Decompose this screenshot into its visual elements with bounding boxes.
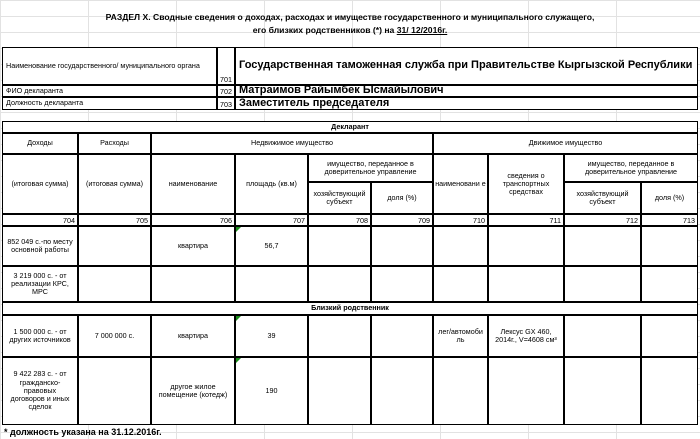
- relative-cell: [371, 315, 433, 357]
- declarant-cell: [433, 226, 488, 266]
- position-code: 703: [217, 97, 235, 110]
- declarant-cell: [308, 266, 371, 302]
- declarant-area-1-value: 56,7: [264, 240, 279, 250]
- section-relative: Близкий родственник: [2, 302, 698, 315]
- org-label: Наименование государственного/ муниципального органа: [2, 47, 217, 85]
- org-value: Государственная таможенная служба при Правительстве Кыргызской Республики: [235, 47, 698, 85]
- relative-re-name-1: квартира: [151, 315, 235, 357]
- header-area: площадь (кв.м): [235, 154, 308, 214]
- declarant-income-1: 852 049 с.-по месту основной работы: [2, 226, 78, 266]
- declarant-cell: [641, 226, 698, 266]
- title-line-2: [0, 25, 700, 35]
- declarant-expenses-1: [78, 226, 151, 266]
- relative-expenses-2: [78, 357, 151, 425]
- declarant-area-2: [235, 266, 308, 302]
- code-707: 707: [235, 214, 308, 226]
- header-trust-re: имущество, переданное в доверительное управление: [308, 154, 433, 182]
- relative-income-1: 1 500 000 с. - от других источников: [2, 315, 78, 357]
- section-declarant: Декларант: [2, 121, 698, 133]
- code-713: 713: [641, 214, 698, 226]
- header-transport: сведения о транспортных средствах: [488, 154, 564, 214]
- relative-re-name-2: другое жилое помещение (котедж): [151, 357, 235, 425]
- cell-comment-marker: [236, 358, 241, 363]
- header-movable: Движимое имущество: [433, 133, 698, 154]
- declarant-cell: [488, 266, 564, 302]
- declarant-expenses-2: [78, 266, 151, 302]
- relative-cell: [641, 357, 698, 425]
- fio-value: Матраимов Райымбек Ысмайылович: [235, 85, 698, 97]
- title-line-2-prefix: его близких родственников (*) на: [252, 25, 397, 35]
- declarant-cell: [641, 266, 698, 302]
- header-real-estate: Недвижимое имущество: [151, 133, 433, 154]
- relative-mov-name-1: лег/автомоби ль: [433, 315, 488, 357]
- org-code: 701: [217, 47, 235, 85]
- relative-cell: [308, 315, 371, 357]
- relative-area-1: [235, 315, 308, 357]
- code-712: 712: [564, 214, 641, 226]
- relative-cell: [488, 357, 564, 425]
- relative-area-2: [235, 357, 308, 425]
- header-entity-re: хозяйствующий субъект: [308, 182, 371, 214]
- footnote: * должность указана на 31.12.2016г.: [4, 427, 162, 437]
- fio-label: ФИО декларанта: [2, 85, 217, 97]
- header-total-sum-expenses: (итоговая сумма): [78, 154, 151, 214]
- header-income: Доходы: [2, 133, 78, 154]
- relative-cell: [564, 357, 641, 425]
- declarant-cell: [488, 226, 564, 266]
- header-share-mov: доля (%): [641, 182, 698, 214]
- declarant-cell: [371, 266, 433, 302]
- code-709: 709: [371, 214, 433, 226]
- declarant-cell: [308, 226, 371, 266]
- declarant-cell: [371, 226, 433, 266]
- declarant-area-1: [235, 226, 308, 266]
- relative-area-2-value: 190: [265, 385, 278, 395]
- declarant-cell: [433, 266, 488, 302]
- code-705: 705: [78, 214, 151, 226]
- relative-cell: [308, 357, 371, 425]
- relative-area-1-value: 39: [267, 330, 276, 340]
- declarant-cell: [564, 266, 641, 302]
- declarant-re-name-2: [151, 266, 235, 302]
- code-704: 704: [2, 214, 78, 226]
- cell-comment-marker: [236, 227, 241, 232]
- title-date: 31/ 12/2016г.: [396, 25, 448, 35]
- relative-income-2: 9 422 283 с. - от гражданско-правовых договоров и иных сделок: [2, 357, 78, 425]
- position-value: Заместитель председателя: [235, 97, 698, 110]
- header-expenses: Расходы: [78, 133, 151, 154]
- header-total-sum-income: (итоговая сумма): [2, 154, 78, 214]
- fio-code: 702: [217, 85, 235, 97]
- relative-cell: [641, 315, 698, 357]
- header-re-name: наименование: [151, 154, 235, 214]
- relative-cell: [564, 315, 641, 357]
- header-share-re: доля (%): [371, 182, 433, 214]
- relative-cell: [371, 357, 433, 425]
- declarant-cell: [564, 226, 641, 266]
- position-label: Должность декларанта: [2, 97, 217, 110]
- code-710: 710: [433, 214, 488, 226]
- relative-expenses-1: 7 000 000 с.: [78, 315, 151, 357]
- relative-transport-1: Лексус GX 460, 2014г., V=4608 см³: [488, 315, 564, 357]
- header-entity-mov: хозяйствующий субъект: [564, 182, 641, 214]
- header-trust-mov: имущество, переданное в доверительное управление: [564, 154, 698, 182]
- declarant-re-name-1: квартира: [151, 226, 235, 266]
- declarant-income-2: 3 219 000 с. - от реализации КРС, МРС: [2, 266, 78, 302]
- code-708: 708: [308, 214, 371, 226]
- code-706: 706: [151, 214, 235, 226]
- cell-comment-marker: [236, 316, 241, 321]
- code-711: 711: [488, 214, 564, 226]
- title-line-1: РАЗДЕЛ X. Сводные сведения о доходах, расходах и имуществе государственного и муниципального служащего,: [105, 12, 595, 22]
- header-mov-name: наименовани е: [433, 154, 488, 214]
- relative-cell: [433, 357, 488, 425]
